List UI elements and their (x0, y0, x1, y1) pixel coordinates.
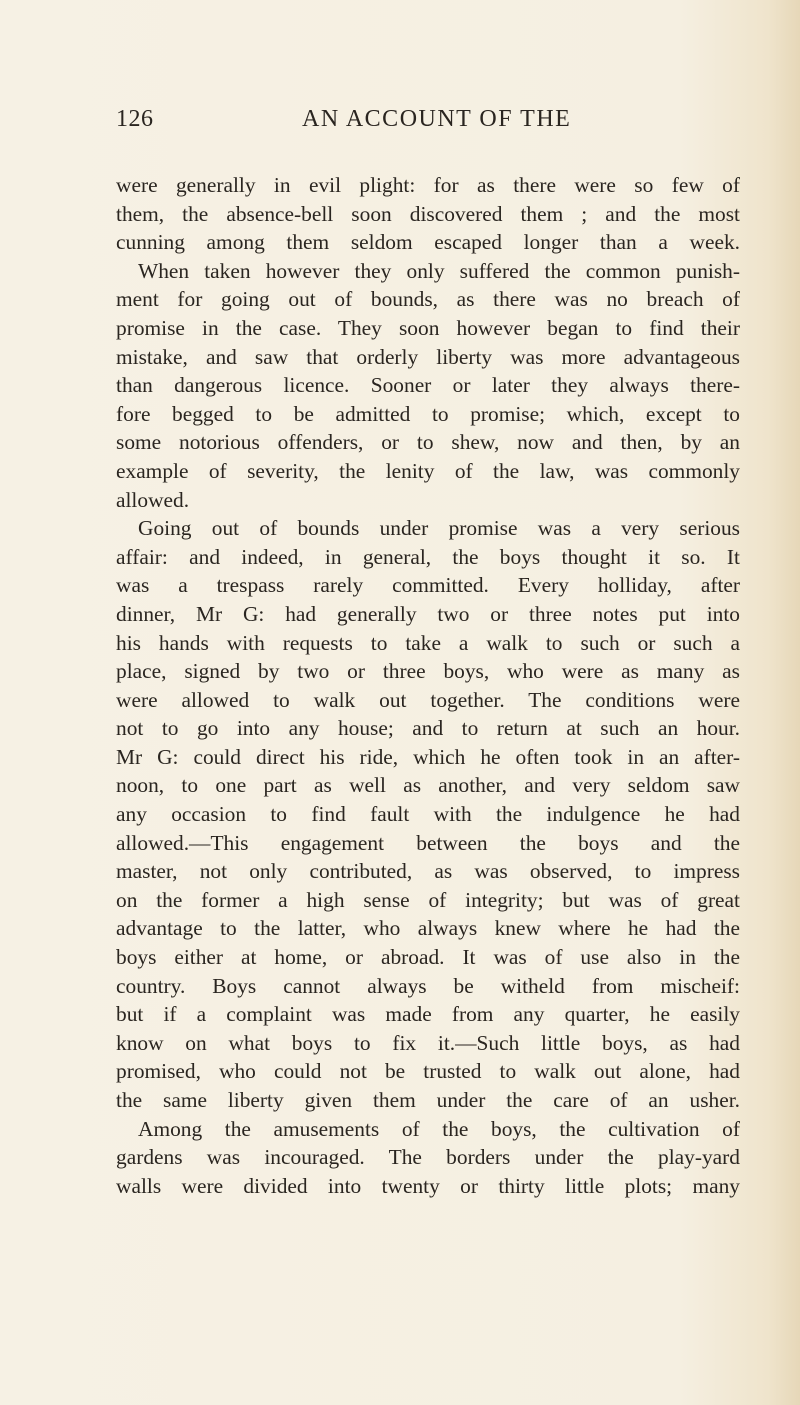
text-line: know on what boys to fix it.—Such little boys, as had (116, 1030, 740, 1055)
running-head: AN ACCOUNT OF THE (302, 106, 572, 132)
text-line: than dangerous licence. Sooner or later they always there- (116, 373, 740, 398)
text-line: boys either at home, or abroad. It was of use also in the (116, 945, 740, 970)
page-header (116, 106, 736, 146)
body-text (116, 171, 740, 1200)
text-line: Mr G: could direct his ride, which he often took in an after- (116, 744, 740, 769)
text-line: on the former a high sense of integrity; but was of great (116, 887, 740, 912)
text-line: affair: and indeed, in general, the boys thought it so. It (116, 544, 740, 569)
text-line: but if a complaint was made from any quarter, he easily (116, 1002, 740, 1027)
page-number: 126 (116, 106, 154, 132)
text-line: cunning among them seldom escaped longer than a week. (116, 230, 740, 255)
text-line: advantage to the latter, who always knew where he had the (116, 916, 740, 941)
text-line: noon, to one part as well as another, and very seldom saw (116, 773, 740, 798)
text-line: promise in the case. They soon however began to find their (116, 315, 740, 340)
text-line: country. Boys cannot always be witheld from mischeif: (116, 973, 740, 998)
text-line: Among the amusements of the boys, the cultivation of (138, 1116, 740, 1141)
text-line: not to go into any house; and to return at such an hour. (116, 716, 740, 741)
text-line: place, signed by two or three boys, who were as many as (116, 659, 740, 684)
text-line: promised, who could not be trusted to walk out alone, had (116, 1059, 740, 1084)
text-line: them, the absence-bell soon discovered them ; and the most (116, 201, 740, 226)
text-line: some notorious offenders, or to shew, now and then, by an (116, 430, 740, 455)
text-line: gardens was incouraged. The borders under the play-yard (116, 1145, 740, 1170)
text-line: master, not only contributed, as was observed, to impress (116, 859, 740, 884)
text-line: his hands with requests to take a walk to such or such a (116, 630, 740, 655)
text-line: any occasion to find fault with the indulgence he had (116, 802, 740, 827)
text-line: was a trespass rarely committed. Every holliday, after (116, 573, 740, 598)
text-line: example of severity, the lenity of the law, was commonly (116, 458, 740, 483)
text-line: allowed.—This engagement between the boys and the (116, 830, 740, 855)
text-line: allowed. (116, 487, 190, 512)
text-line: When taken however they only suffered the common punish- (138, 258, 740, 283)
text-line: dinner, Mr G: had generally two or three notes put into (116, 601, 740, 626)
text-line: the same liberty given them under the care of an usher. (116, 1088, 740, 1112)
text-line: fore begged to be admitted to promise; which, except to (116, 401, 740, 426)
text-line: walls were divided into twenty or thirty little plots; many (116, 1173, 740, 1198)
text-line: were generally in evil plight: for as there were so few of (116, 173, 740, 197)
text-line: ment for going out of bounds, as there was no breach of (116, 287, 740, 312)
text-line: Going out of bounds under promise was a very serious (138, 516, 740, 541)
text-line: mistake, and saw that orderly liberty was more advantageous (116, 344, 740, 369)
text-line: were allowed to walk out together. The conditions were (116, 687, 740, 712)
